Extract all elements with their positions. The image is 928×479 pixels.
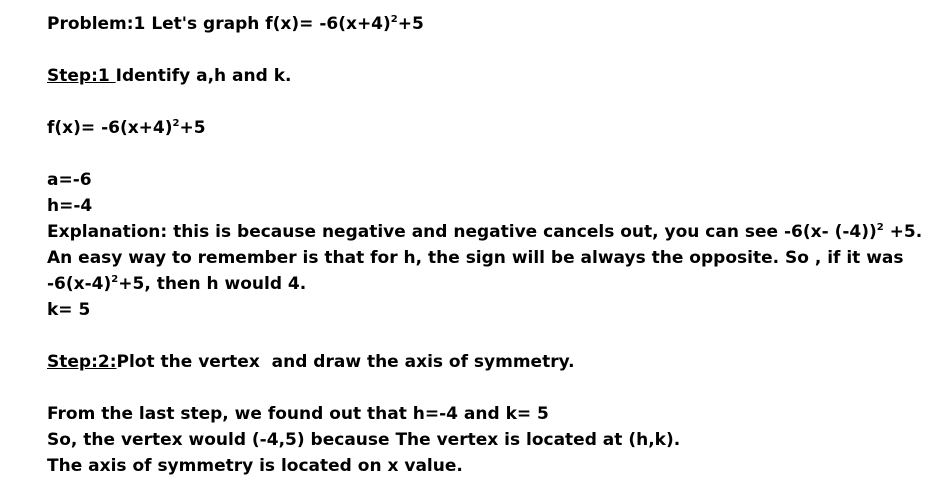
step2-heading: [47, 349, 917, 375]
explanation-line-1-text: Explanation: this is because negative and negative cancels out, you can see -6(x- (-4)): [47, 222, 877, 242]
value-k: k= 5: [47, 300, 91, 320]
explanation-line-1-tail: +5.: [883, 222, 923, 242]
spacer: [47, 141, 917, 167]
problem-label: Problem:1: [47, 14, 146, 34]
document-body: [47, 11, 923, 479]
explanation-line-2: An easy way to remember is that for h, the sign will be always the opposite. So , if it was: [47, 248, 904, 268]
value-a: a=-6: [47, 170, 92, 190]
explanation-line-1: [47, 219, 923, 245]
function-text: f(x)= -6(x+4): [47, 118, 173, 138]
step2-label: Step:2:: [47, 352, 117, 372]
step1-heading: [47, 63, 917, 89]
spacer: [47, 323, 917, 349]
step1-text: Identify a,h and k.: [115, 66, 292, 86]
step1-label: Step:1: [47, 66, 116, 86]
step2-body-line-2: So, the vertex would (-4,5) because The vertex is located at (h,k).: [47, 430, 681, 450]
value-h: h=-4: [47, 196, 93, 216]
explanation-line-1-exponent: 2: [876, 222, 884, 233]
problem-exponent: 2: [390, 14, 398, 25]
explanation-line-3: [47, 271, 917, 297]
function-line: [47, 115, 917, 141]
function-exponent: 2: [172, 118, 180, 129]
function-tail: +5: [179, 118, 206, 138]
step2-text: Plot the vertex and draw the axis of symmetry.: [116, 352, 575, 372]
explanation-line-3-tail: +5, then h would 4.: [118, 274, 307, 294]
step2-body-line-1: From the last step, we found out that h=-4 and k= 5: [47, 404, 549, 424]
explanation-line-3-exponent: 2: [111, 274, 119, 285]
problem-heading: [47, 11, 917, 37]
problem-tail: +5: [397, 14, 424, 34]
spacer: [47, 89, 917, 115]
spacer: [47, 37, 917, 63]
explanation-line-3-text: -6(x-4): [47, 274, 112, 294]
problem-text: Let's graph f(x)= -6(x+4): [151, 14, 391, 34]
spacer: [47, 375, 917, 401]
step2-body-line-3: The axis of symmetry is located on x value.: [47, 456, 463, 476]
